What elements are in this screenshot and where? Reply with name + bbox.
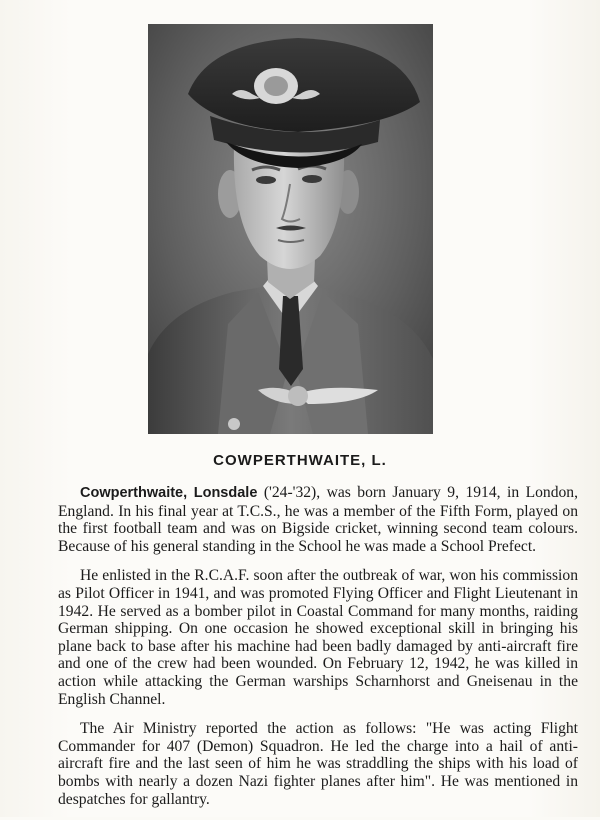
paragraph-1 — [58, 484, 578, 555]
paragraph-1-text: ('24-'32), was born January 9, 1914, in London, England. In his final year at T.C.S., he was a member of the Fifth Form, played on the first football team and was on Bigside cricket, winning second team colours. Because of his general standing in the School he was made a School Prefect. — [58, 484, 578, 555]
biography-text — [58, 484, 578, 820]
paragraph-2: He enlisted in the R.C.A.F. soon after the outbreak of war, won his commission as Pilot Officer in 1941, and was promoted Flying Officer and Flight Lieutenant in 1942. He served as a bomber pilot in Coastal Command for many months, raiding German shipping. On one occasion he showed exceptional skill in bringing his plane back to base after his machine had been badly damaged by anti-aircraft fire and one of the crew had been wounded. On February 12, 1942, he was killed in action while attacking the German warships Scharnhorst and Gneisenau in the English Channel. — [58, 567, 578, 708]
portrait-photo — [148, 24, 433, 434]
caption: COWPERTHWAITE, L. — [213, 452, 387, 469]
subject-name: Cowperthwaite, Lonsdale — [80, 485, 258, 501]
paragraph-3: The Air Ministry reported the action as follows: "He was acting Flight Commander for 407 (Demon) Squadron. He led the charge into a hail of anti-aircraft fire and the last seen of him he was straddling the ships with his load of bombs with nearly a dozen Nazi fighter planes after him". He was mentioned in despatches for gallantry. — [58, 720, 578, 808]
